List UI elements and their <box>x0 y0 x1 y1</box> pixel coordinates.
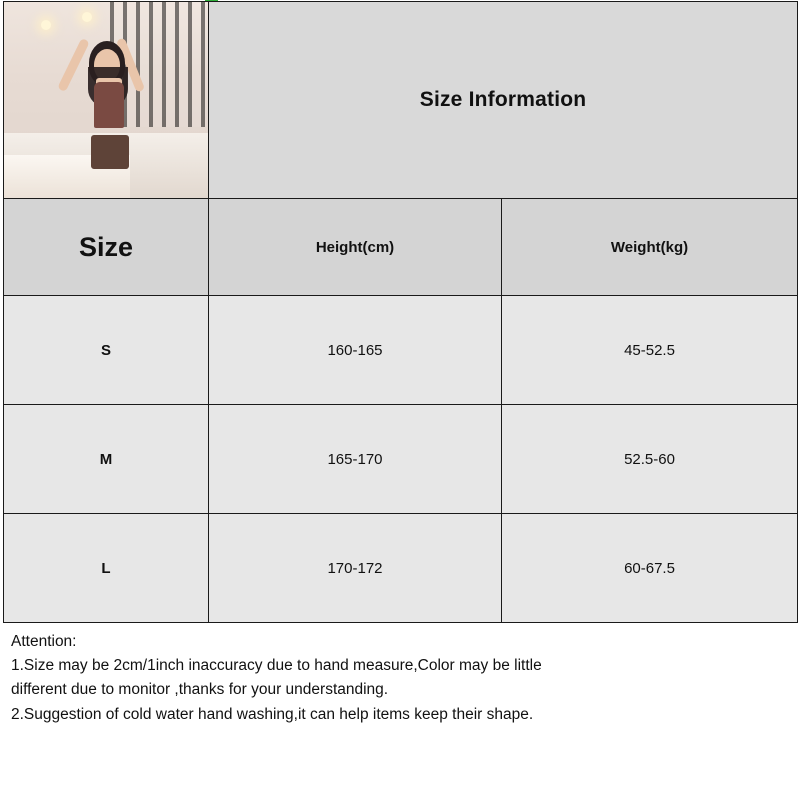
cell-size: L <box>4 514 209 623</box>
photo-model-top <box>94 82 124 128</box>
attention-block <box>3 625 797 729</box>
cell-weight: 52.5-60 <box>502 405 798 514</box>
photo-model-skirt <box>91 135 129 169</box>
cell-weight: 45-52.5 <box>502 296 798 405</box>
table-header-row <box>4 199 798 296</box>
title-cell <box>209 2 798 199</box>
cell-height: 170-172 <box>209 514 502 623</box>
cell-size: M <box>4 405 209 514</box>
size-information-table <box>3 1 798 623</box>
table-row <box>4 405 798 514</box>
header-height: Height(cm) <box>209 199 502 296</box>
cell-height: 160-165 <box>209 296 502 405</box>
photo-ceiling-light <box>41 20 51 30</box>
header-weight: Weight(kg) <box>502 199 798 296</box>
photo-ceiling-light <box>82 12 92 22</box>
attention-line-3: 2.Suggestion of cold water hand washing,it can help items keep their shape. <box>11 705 534 723</box>
header-size: Size <box>4 199 209 296</box>
table-row <box>4 296 798 405</box>
cell-size: S <box>4 296 209 405</box>
model-photo <box>4 2 208 198</box>
cell-weight: 60-67.5 <box>502 514 798 623</box>
attention-heading: Attention: <box>11 633 77 650</box>
banner-row <box>4 2 798 199</box>
attention-line-1: 1.Size may be 2cm/1inch inaccuracy due to hand measure,Color may be little <box>11 656 542 674</box>
cell-height: 165-170 <box>209 405 502 514</box>
page-title: Size Information <box>419 88 587 111</box>
attention-line-2: different due to monitor ,thanks for your understanding. <box>11 681 389 699</box>
model-photo-cell <box>4 2 209 199</box>
table-row <box>4 514 798 623</box>
